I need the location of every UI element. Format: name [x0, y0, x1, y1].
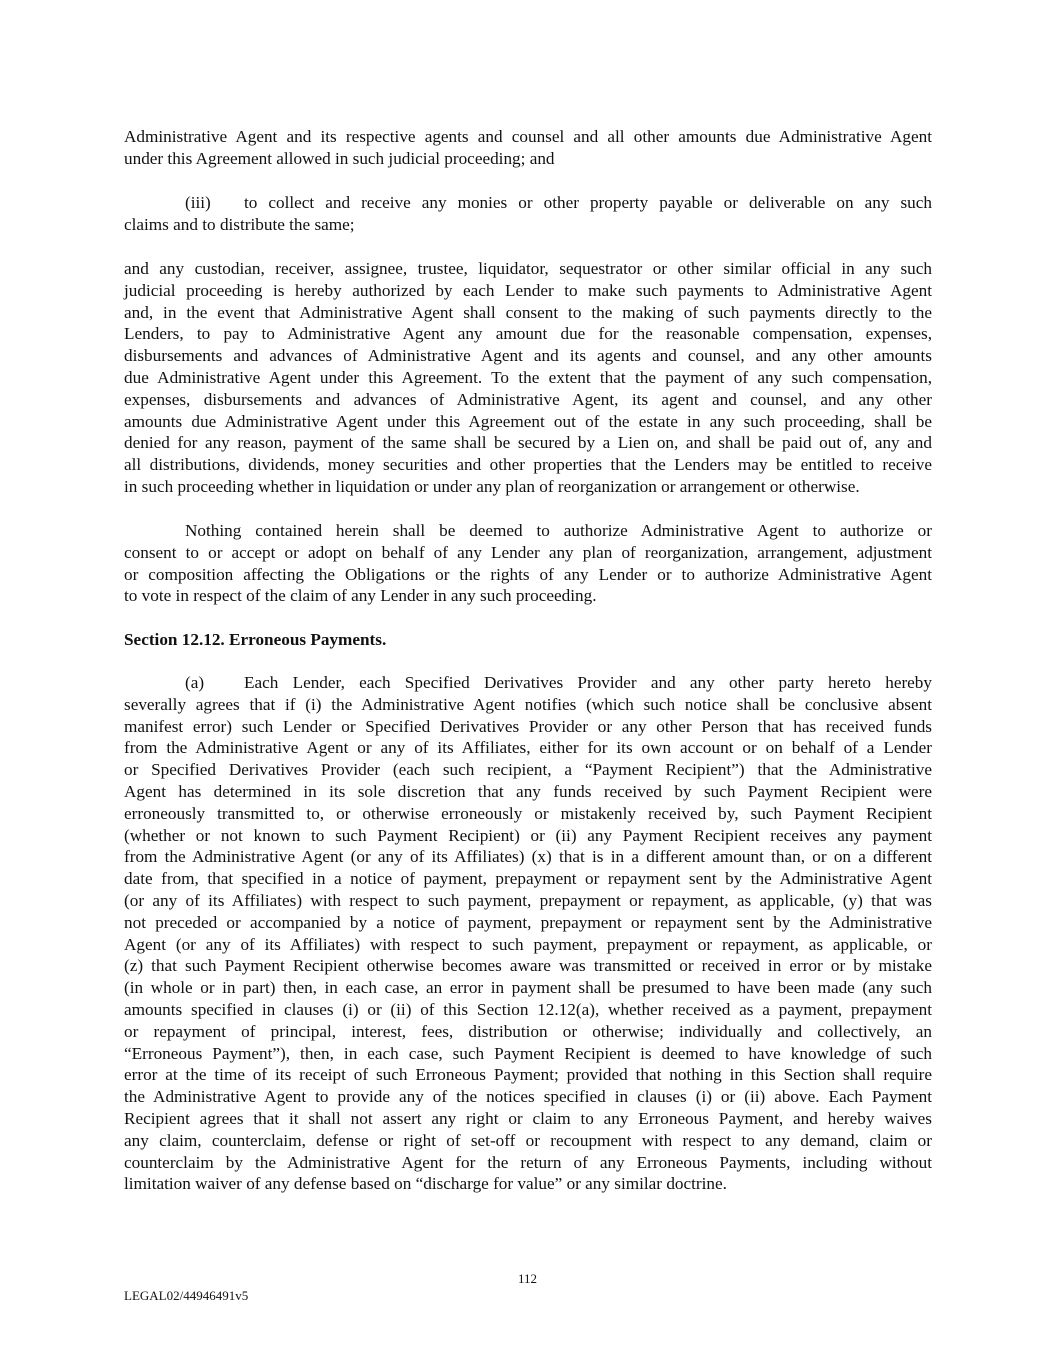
line-text: Section 12.12. Erroneous Payments.	[124, 630, 387, 649]
text-line	[124, 1086, 932, 1108]
line-text: limitation waiver of any defense based on “discharge for value” or any similar doctrine.	[124, 1174, 727, 1194]
line-text: or repayment of principal, interest, fees, distribution or otherwise; individually and collectively, an	[124, 1021, 932, 1041]
text-line	[124, 585, 932, 607]
line-text: amounts due Administrative Agent under this Agreement out of the estate in any such proceeding, shall be	[124, 411, 932, 431]
line-text: (or any of its Affiliates) with respect to such payment, prepayment or repayment, as applicable, (y) that was	[124, 890, 932, 910]
line-text: Lenders, to pay to Administrative Agent any amount due for the reasonable compensation, expenses,	[124, 324, 932, 344]
document-id-footer: LEGAL02/44946491v5	[124, 1288, 249, 1303]
text-line	[124, 432, 932, 454]
text-line	[124, 912, 932, 934]
text-line	[124, 1043, 932, 1065]
line-text: counterclaim by the Administrative Agent for the return of any Erroneous Payments, including without	[124, 1152, 932, 1172]
text-line	[124, 323, 932, 345]
text-line	[124, 999, 932, 1021]
line-text: under this Agreement allowed in such judicial proceeding; and	[124, 148, 555, 168]
text-line	[124, 825, 932, 847]
text-line	[124, 716, 932, 738]
text-line	[124, 977, 932, 999]
paragraph	[124, 672, 932, 1195]
text-line	[124, 955, 932, 977]
line-text: (whether or not known to such Payment Recipient) or (ii) any Payment Recipient receives any payment	[124, 825, 932, 845]
line-text: due Administrative Agent under this Agreement. To the extent that the payment of any such compensation,	[124, 367, 932, 387]
text-line	[124, 781, 932, 803]
line-text: expenses, disbursements and advances of Administrative Agent, its agent and counsel, and any other	[124, 389, 932, 409]
text-line	[124, 280, 932, 302]
text-line	[124, 1108, 932, 1130]
paragraph	[124, 520, 932, 607]
text-line	[124, 868, 932, 890]
clause-marker: (a)	[185, 673, 205, 692]
line-text: denied for any reason, payment of the same shall be secured by a Lien on, and shall be paid out of, any and	[124, 433, 932, 453]
text-line	[124, 345, 932, 367]
clause-marker: (iii)	[185, 193, 211, 212]
line-text: the Administrative Agent to provide any of the notices specified in clauses (i) or (ii) above. Each Payment	[124, 1087, 932, 1107]
line-text: Agent has determined in its sole discretion that any funds received by such Payment Recipient were	[124, 781, 932, 801]
text-line	[124, 803, 932, 825]
text-line	[124, 846, 932, 868]
line-text: and, in the event that Administrative Agent shall consent to the making of such payments directly to the	[124, 302, 932, 322]
text-line	[124, 934, 932, 956]
line-text: consent to or accept or adopt on behalf of any Lender any plan of reorganization, arrangement, adjustment	[124, 542, 932, 562]
paragraph	[124, 192, 932, 236]
line-text: (in whole or in part) then, in each case, an error in payment shall be presumed to have been made (any such	[124, 978, 932, 998]
line-text: in such proceeding whether in liquidation or under any plan of reorganization or arrangement or otherwise.	[124, 476, 860, 496]
line-text: Each Lender, each Specified Derivatives Provider and any other party hereto hereby	[244, 673, 932, 692]
line-text: judicial proceeding is hereby authorized by each Lender to make such payments to Administrative Agent	[124, 280, 932, 300]
text-line	[124, 126, 932, 148]
paragraph	[124, 258, 932, 498]
line-text: error at the time of its receipt of such Erroneous Payment; provided that nothing in this Section shall require	[124, 1065, 932, 1085]
text-line	[124, 759, 932, 781]
text-line	[124, 1021, 932, 1043]
text-line	[124, 542, 932, 564]
line-text: claims and to distribute the same;	[124, 214, 355, 234]
text-line	[124, 520, 932, 542]
line-text: Recipient agrees that it shall not assert any right or claim to any Erroneous Payment, and hereby waives	[124, 1108, 932, 1128]
text-line	[124, 672, 932, 694]
text-line	[124, 694, 932, 716]
text-line	[124, 411, 932, 433]
text-line	[124, 148, 932, 170]
line-text: “Erroneous Payment”), then, in each case, such Payment Recipient is deemed to have knowledge of such	[124, 1043, 932, 1063]
text-line	[124, 1173, 932, 1195]
line-text: and any custodian, receiver, assignee, trustee, liquidator, sequestrator or other similar official in any such	[124, 259, 932, 278]
text-line	[124, 737, 932, 759]
text-line	[124, 1152, 932, 1174]
text-line	[124, 1064, 932, 1086]
line-text: manifest error) such Lender or Specified Derivatives Provider or any other Person that has received funds	[124, 716, 932, 736]
text-line	[124, 564, 932, 586]
paragraph	[124, 126, 932, 170]
line-text: Agent (or any of its Affiliates) with respect to such payment, prepayment or repayment, as applicable, or	[124, 934, 932, 954]
line-text: (z) that such Payment Recipient otherwise becomes aware was transmitted or received in error or by mistake	[124, 956, 932, 976]
line-text: from the Administrative Agent (or any of its Affiliates) (x) that is in a different amount than, or on a different	[124, 847, 932, 867]
text-line	[124, 454, 932, 476]
page-number: 112	[517, 1271, 538, 1286]
line-text: amounts specified in clauses (i) or (ii) of this Section 12.12(a), whether received as a payment, prepayment	[124, 999, 932, 1019]
line-text: from the Administrative Agent or any of its Affiliates, either for its own account or on behalf of a Lender	[124, 738, 932, 758]
line-text: Nothing contained herein shall be deemed to authorize Administrative Agent to authorize or	[185, 521, 932, 540]
line-text: not preceded or accompanied by a notice of payment, prepayment or repayment sent by the Administrative	[124, 912, 932, 932]
text-line	[124, 389, 932, 411]
text-line	[124, 302, 932, 324]
line-text: to vote in respect of the claim of any Lender in any such proceeding.	[124, 586, 597, 606]
line-text: all distributions, dividends, money securities and other properties that the Lenders may be entitled to receive	[124, 455, 932, 475]
line-text: disbursements and advances of Administrative Agent and its agents and counsel, and any other amounts	[124, 346, 932, 366]
line-text: any claim, counterclaim, defense or right of set-off or recoupment with respect to any demand, claim or	[124, 1130, 932, 1150]
line-text: severally agrees that if (i) the Administrative Agent notifies (which such notice shall be conclusive absent	[124, 694, 932, 714]
line-text: or Specified Derivatives Provider (each such recipient, a “Payment Recipient”) that the Administrative	[124, 760, 932, 780]
text-line	[124, 367, 932, 389]
line-text: to collect and receive any monies or other property payable or deliverable on any such	[244, 193, 932, 212]
text-line	[124, 258, 932, 280]
text-line	[124, 629, 932, 651]
line-text: erroneously transmitted to, or otherwise erroneously or mistakenly received by, such Payment Recipient	[124, 803, 932, 823]
text-line	[124, 214, 932, 236]
text-line	[124, 890, 932, 912]
line-text: Administrative Agent and its respective agents and counsel and all other amounts due Administrative Agent	[124, 127, 932, 146]
line-text: date from, that specified in a notice of payment, prepayment or repayment sent by the Administrative Agent	[124, 869, 932, 889]
line-text: or composition affecting the Obligations or the rights of any Lender or to authorize Administrative Agent	[124, 564, 932, 584]
text-line	[124, 1130, 932, 1152]
text-line	[124, 192, 932, 214]
text-line	[124, 476, 932, 498]
section-heading	[124, 629, 932, 651]
